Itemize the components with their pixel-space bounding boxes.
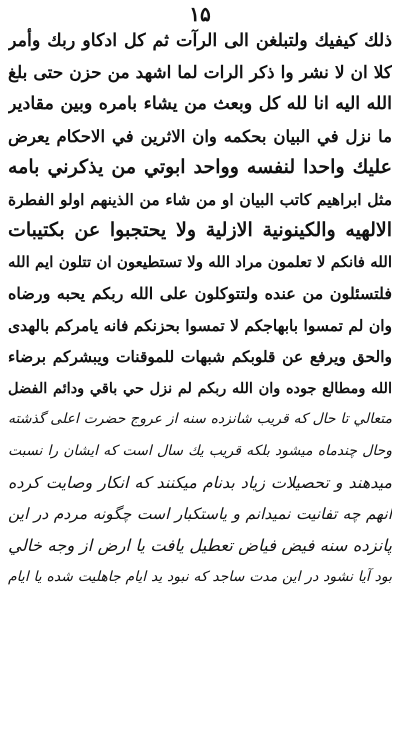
text-line: ما نزل في البيان بحكمه وان الاثرين في الاحكام يعرض bbox=[8, 126, 392, 146]
text-line: وحال چندماه ميشود بلكه قريب يك سال است كه ايشان را نسبت bbox=[8, 442, 392, 459]
text-line: انهم چه تفانيت نميدانم و ياستكبار است چگونه مردم در اين bbox=[8, 504, 392, 523]
text-line: بود آيا نشود در اين مدت ساجد كه نبود يد ايام جاهليت شده يا ايام bbox=[8, 568, 392, 585]
page-number: ۱۵ bbox=[189, 2, 211, 26]
text-line: الله اليه انا لله كل وبعث من يشاء بامره وبين مقادير bbox=[8, 94, 392, 114]
text-line: كلا ان لا نشر وا ذكر الرات لما اشهد من حزن حتى بلغ bbox=[8, 62, 392, 83]
text-line: پانزده سنه فيض فياض تعطيل يافت يا ارض از وجه خالي bbox=[8, 536, 392, 555]
text-line: متعالي تا حال كه قريب شانزده سنه از عروج حضرت اعلى گذشته bbox=[8, 411, 392, 427]
text-line: والحق ويرفع عن قلوبكم شبهات للموقنات ويبشركم برضاء bbox=[8, 347, 392, 366]
text-line: الله فانكم لا تعلمون مراد الله ولا تستطيعون ان تتلون ايم الله bbox=[8, 252, 392, 271]
text-line: ميدهند و تحصيلات زياد بدنام ميكنند كه انكار وصايت كرده bbox=[8, 473, 392, 492]
text-block bbox=[8, 26, 392, 593]
text-line: فلتسئلون من عنده ولتتوكلون على الله ربكم يحبه ورضاه bbox=[8, 284, 392, 303]
text-line: الله ومطالع جوده وان الله ربكم لم نزل حي باقي ودائم الفضل bbox=[8, 379, 392, 397]
text-line: الالهيه والكينونية الازلية ولا يحتجبوا عن بكتيبات bbox=[8, 219, 392, 241]
text-line: ذلك كيفيك ولتبلغن الى الرآت ثم كل ادكاو ربك وأمر bbox=[8, 31, 392, 51]
text-line: عليك واحدا لنفسه وواحد ابوتي من يذكرني بامه bbox=[8, 156, 392, 178]
text-line: مثل ابراهيم كاتب البيان او من شاء من الذينهم اولو الفطرة bbox=[8, 189, 392, 209]
text-line: وان لم تمسوا بابهاجكم لا تمسوا بحزنكم فانه يامركم بالهدى bbox=[8, 315, 392, 335]
